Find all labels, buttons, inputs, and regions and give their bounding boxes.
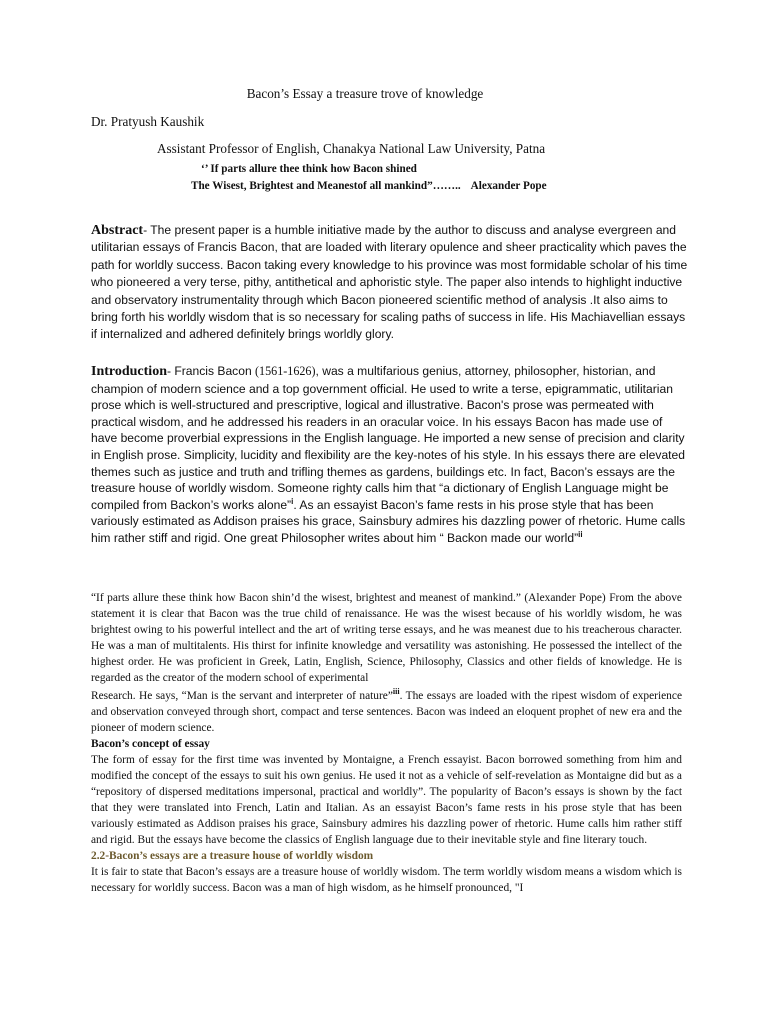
treasure-heading: 2.2-Bacon’s essays are a treasure house of worldly wisdom [91, 850, 374, 862]
endnote-ref-i[interactable]: i [291, 496, 294, 506]
pope-quote-paragraph: “If parts allure these think how Bacon shin’d the wisest, brightest and meanest of mankind.” (Alexander Pope) From the above statement it is clear that Bacon was the true child of renaissance. He was the wisest because of his worldly wisdom, he was brightest owing to his powerful intellect and the art of writing terse essays, and he was meanest due to his treacherous character. He was a man of multitalents. His thirst for infinite knowledge and versatility was astonishing. He possessed the intellect of the highest order. He was proficient in Greek, Latin, English, Science, Philosophy, Classics and other fields of knowledge. He is regarded as the creator of the modern school of experimental [91, 592, 682, 684]
introduction-paragraph [91, 363, 686, 547]
paper-title: Bacon’s Essay a treasure trove of knowledge [246, 86, 484, 101]
concept-heading: Bacon’s concept of essay [91, 738, 210, 750]
epigraph-line-2 [191, 180, 547, 192]
endnote-ref-iii[interactable]: iii [392, 687, 400, 697]
concept-paragraph: The form of essay for the first time was invented by Montaigne, a French essayist. Bacon borrowed something from him and modified the concept of the essays to suit his own genius. He used it not as a vehicle of self-revelation as Montaigne did but as a “repository of dispersed meditations impersonal, practical and worldly”. The popularity of Bacon’s essays is shown by the fact that they were translated into French, Latin and Italian. As an essayist Bacon’s fame rests in his prose style that has been variously estimated as Addison praises his grace, Sainsbury admires his dazzling power of rhetoric. Hume calls him rather stiff and rigid. But the essays have become the classics of English language due to their inevitable style and fine literary touch. [91, 754, 682, 846]
epigraph-attribution: Alexander Pope [470, 180, 547, 192]
endnote-ref-ii[interactable]: ii [578, 529, 583, 539]
author-name: Dr. Pratyush Kaushik [91, 114, 205, 129]
introduction-text-2: , was a multifarious genius, attorney, philosopher, historian, and champion of modern science and a top government official. He used to write a terse, epigrammatic, utilitarian prose which is well-structured and prescriptive, logical and illustrative. Bacon's prose was permeated with practical wisdom, and he addressed his readers in an oracular voice. In his essays Bacon has made use of have become proverbial expressions in the English language. He imported a new sense of precision and clarity in English prose. Simplicity, lucidity and flexibility are the key-notes of his style. In his essays there are elevated themes such as justice and truth and trifling themes as gardens, buildings etc. In fact, Bacon’s essays are the treasure house of worldly wisdom. Someone righty calls him that “a dictionary of English Language might be compiled from Backon’s works alone” [91, 364, 685, 512]
abstract-text: - The present paper is a humble initiative made by the author to discuss and analyse evergreen and utilitarian essays of Francis Bacon, that are loaded with literary opulence and sheer practicality which paves the path for worldly success. Bacon taking every knowledge to his province was most formidable scholar of his time who pioneered a very terse, pithy, antithetical and aphoristic style. The paper also intends to highlight inductive and observatory instrumentality through which Bacon pioneered scientific method of analysis .It also aims to bring forth his worldly wisdom that is so necessary for scaling paths of success in life. His Machiavellian essays if internalized and adhered definitely brings worldly glory. [91, 223, 688, 342]
abstract-paragraph [91, 222, 691, 344]
treasure-paragraph: It is fair to state that Bacon’s essays are a treasure house of worldly wisdom. The term worldly wisdom means a wisdom which is necessary for worldly success. Bacon was a man of high wisdom, as he himself pronounced, "I [91, 866, 682, 894]
introduction-label: Introduction [91, 364, 167, 379]
introduction-years: (1561-1626) [255, 364, 316, 378]
introduction-text-1: - Francis Bacon [166, 364, 256, 378]
epigraph-line-2-text: The Wisest, Brightest and Meanestof all mankind”…….. [191, 180, 461, 192]
abstract-label: Abstract [91, 223, 144, 238]
research-text-2: . The essays are loaded with the ripest wisdom of experience and observation conveyed through short, compact and terse sentences. Bacon was indeed an eloquent prophet of new era and the pioneer of modern science. [91, 690, 682, 734]
research-paragraph [91, 688, 682, 736]
research-text-1: Research. He says, “Man is the servant and interpreter of nature” [91, 690, 393, 702]
epigraph-line-1: ‘’ If parts allure thee think how Bacon shined [201, 163, 417, 175]
author-affiliation: Assistant Professor of English, Chanakya National Law University, Patna [157, 141, 546, 156]
body-section [91, 590, 682, 896]
introduction-text-3: . As an essayist Bacon’s fame rests in his prose style that has been variously estimated as Addison praises his grace, Sainsbury admires his dazzling power of rhetoric. Hume calls him rather stiff and rigid. One great Philosopher writes about him “ Backon made our world” [91, 497, 686, 545]
